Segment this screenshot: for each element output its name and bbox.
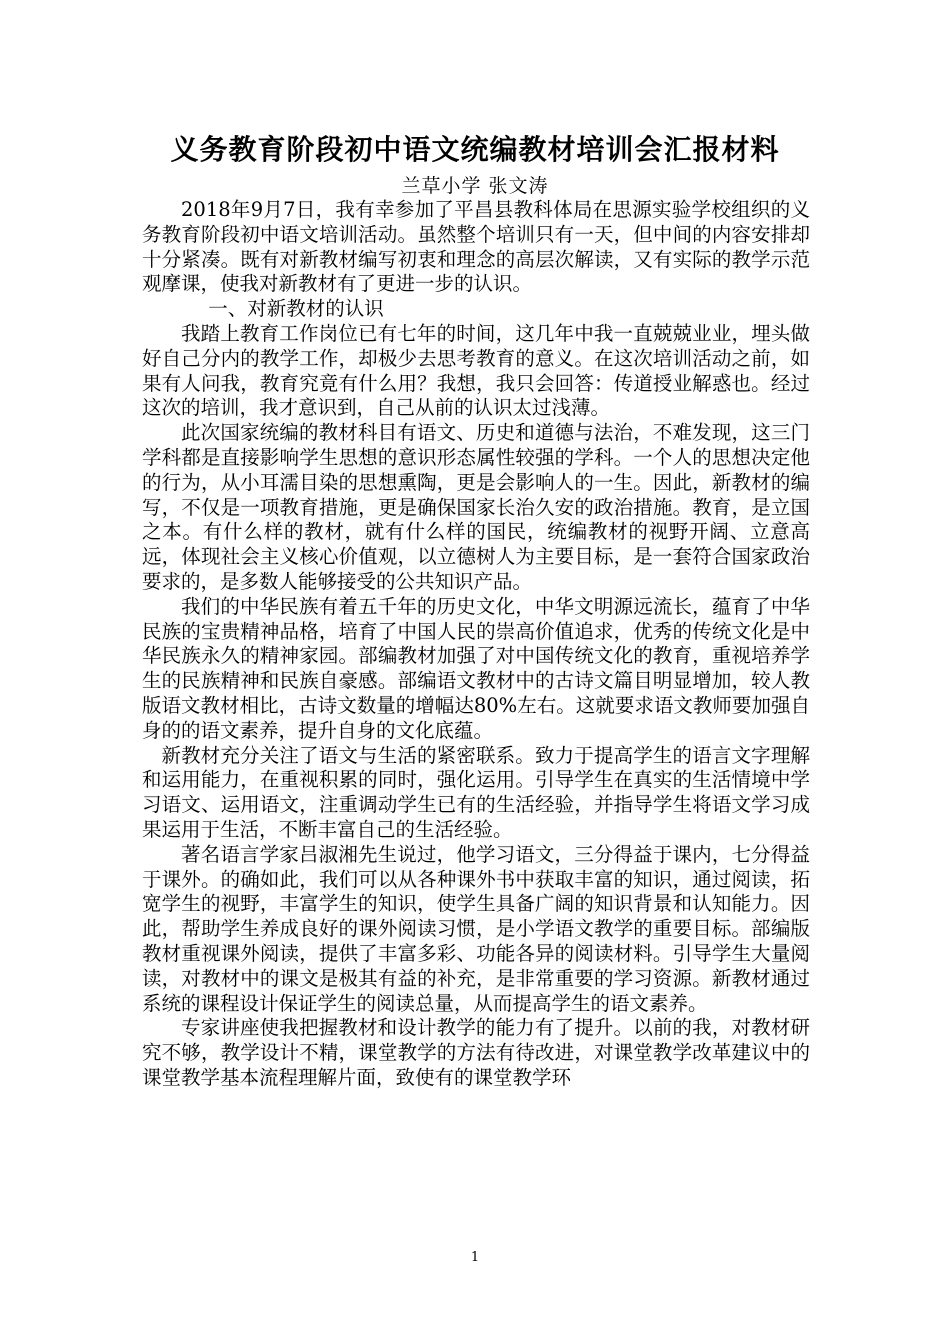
paragraph: 我们的中华民族有着五千年的历史文化，中华文明源远流长，蕴育了中华民族的宝贵精神品格，培育了中国人民的崇高价值追求，优秀的传统文化是中华民族永久的精神家园。部编教材加强了对中国传统文化的教育，重视培养学生的民族精神和民族自豪感。部编语文教材中的古诗文篇目明显增加，较人教版语文教材相比，古诗文数量的增幅达80%左右。这就要求语文教师要加强自身的的语文素养，提升自身的文化底蕴。 <box>142 594 810 742</box>
document-title: 义务教育阶段初中语文统编教材培训会汇报材料 <box>170 133 780 166</box>
section-heading: 一、对新教材的认识 <box>208 297 384 321</box>
paragraph: 我踏上教育工作岗位已有七年的时间，这几年中我一直兢兢业业，埋头做好自己分内的教学工作，却极少去思考教育的意义。在这次培训活动之前，如果有人问我，教育究竟有什么用？我想，我只会回答：传道授业解惑也。经过这次的培训，我才意识到，自己从前的认识太过浅薄。 <box>142 321 810 420</box>
page-number: 1 <box>470 1250 480 1265</box>
paragraph: 此次国家统编的教材科目有语文、历史和道德与法治，不难发现，这三门学科都是直接影响学生思想的意识形态属性较强的学科。一个人的思想决定他的行为，从小耳濡目染的思想熏陶，更是会影响人的一生。因此，新教材的编写，不仅是一项教育措施，更是确保国家长治久安的政治措施。教育，是立国之本。有什么样的教材，就有什么样的国民，统编教材的视野开阔、立意高远，体现社会主义核心价值观，以立德树人为主要目标，是一套符合国家政治要求的，是多数人能够接受的公共知识产品。 <box>142 421 810 593</box>
paragraph: 新教材充分关注了语文与生活的紧密联系。致力于提高学生的语言文字理解和运用能力，在重视积累的同时，强化运用。引导学生在真实的生活情境中学习语文、运用语文，注重调动学生已有的生活经验，并指导学生将语文学习成果运用于生活，不断丰富自己的生活经验。 <box>142 743 810 841</box>
document-body <box>142 198 810 1091</box>
author-line: 兰草小学 张文涛 <box>401 175 549 197</box>
paragraph: 专家讲座使我把握教材和设计教学的能力有了提升。以前的我，对教材研究不够，教学设计不精，课堂教学的方法有待改进，对课堂教学改革建议中的课堂教学基本流程理解片面，致使有的课堂教学环 <box>142 1016 810 1089</box>
paragraph-intro: 2018年9月7日，我有幸参加了平昌县教科体局在思源实验学校组织的义务教育阶段初中语文培训活动。虽然整个培训只有一天，但中间的内容安排却十分紧凑。既有对新教材编写初衷和理念的高层次解读，又有实际的教学示范观摩课，使我对新教材有了更进一步的认识。 <box>142 198 810 296</box>
paragraph: 著名语言学家吕淑湘先生说过，他学习语文，三分得益于课内，七分得益于课外。的确如此，我们可以从各种课外书中获取丰富的知识，通过阅读，拓宽学生的视野，丰富学生的知识，使学生具备广阔的知识背景和认知能力。因此，帮助学生养成良好的课外阅读习惯，是小学语文教学的重要目标。部编版教材重视课外阅读，提供了丰富多彩、功能各异的阅读材料。引导学生大量阅读，对教材中的课文是极其有益的补充，是非常重要的学习资源。新教材通过系统的课程设计保证学生的阅读总量，从而提高学生的语文素养。 <box>142 842 810 1015</box>
